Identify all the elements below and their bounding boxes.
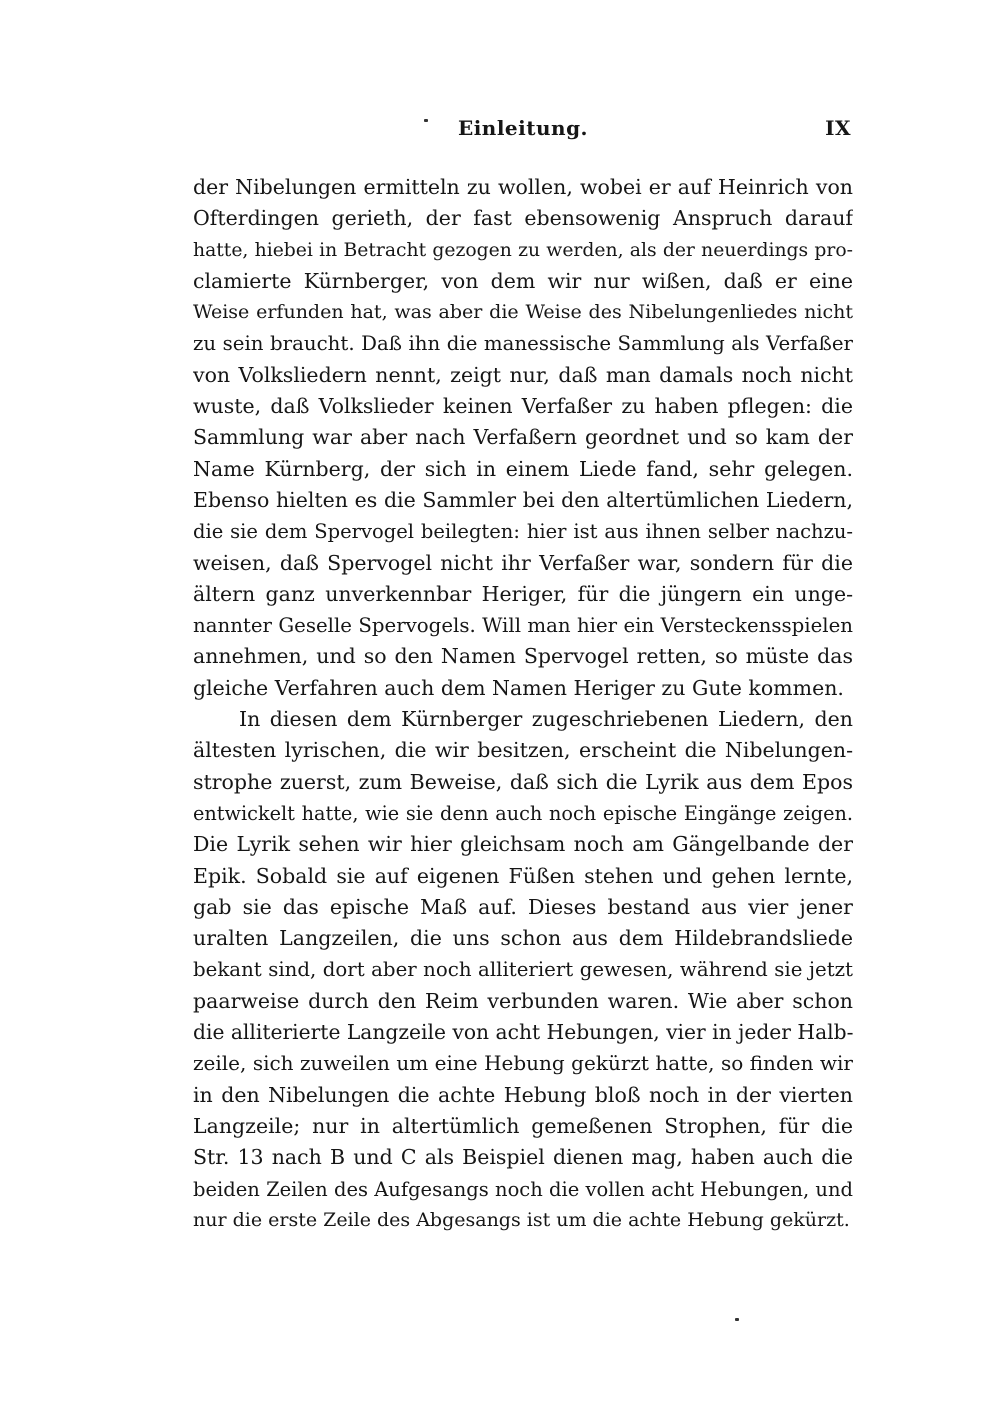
text-line: der Nibelungen ermitteln zu wollen, wobei er auf Heinrich von [193,175,853,199]
text-line: zeile, sich zuweilen um eine Hebung gekürzt hatte, so finden wir [193,1051,853,1076]
print-speck [424,119,428,122]
text-line: in den Nibelungen die achte Hebung bloß noch in der vierten [193,1082,853,1107]
paragraph-2 [193,704,853,1236]
running-head [193,116,853,144]
text-line: annehmen, und so den Namen Spervogel retten, so müste das [193,644,853,669]
text-line: Langzeile; nur in altertümlich gemeßenen Strophen, für die [193,1113,853,1138]
text-line: ältesten lyrischen, die wir besitzen, erscheint die Nibelungen- [193,738,853,763]
running-title: Einleitung. [457,116,589,140]
text-line: Epik. Sobald sie auf eigenen Füßen stehen und gehen lernte, [193,863,853,888]
text-line: entwickelt hatte, wie sie denn auch noch epische Eingänge zeigen. [193,801,853,825]
text-line: Ofterdingen gerieth, der fast ebensowenig Anspruch darauf [193,206,853,231]
text-line: Ebenso hielten es die Sammler bei den altertümlichen Liedern, [193,487,853,512]
text-line: zu sein braucht. Daß ihn die manessische Sammlung als Verfaßer [193,332,853,356]
text-line: die sie dem Spervogel beilegten: hier ist aus ihnen selber nachzu- [193,520,853,544]
text-line: Str. 13 nach B und C als Beispiel dienen mag, haben auch die [193,1145,853,1170]
text-line: beiden Zeilen des Aufgesangs noch die vollen acht Hebungen, und [193,1177,853,1201]
page-number: IX [825,116,851,140]
paragraph-1 [193,172,853,704]
text-line: wuste, daß Volkslieder keinen Verfaßer zu haben pflegen: die [193,394,853,419]
text-line: nannter Geselle Spervogels. Will man hier ein Versteckensspielen [193,614,853,638]
text-line: clamierte Kürnberger, von dem wir nur wißen, daß er eine [193,268,853,293]
text-line: Name Kürnberg, der sich in einem Liede fand, sehr gelegen. [193,456,853,481]
text-line: gleiche Verfahren auch dem Namen Heriger zu Gute kommen. [193,675,844,700]
text-line: weisen, daß Spervogel nicht ihr Verfaßer war, sondern für die [193,550,853,575]
text-line: In diesen dem Kürnberger zugeschriebenen Liedern, den [239,707,853,732]
text-line: Die Lyrik sehen wir hier gleichsam noch am Gängelbande der [193,832,853,857]
text-line: paarweise durch den Reim verbunden waren. Wie aber schon [193,988,853,1013]
text-line: gab sie das epische Maß auf. Dieses bestand aus vier jener [193,894,853,919]
text-line: bekant sind, dort aber noch alliteriert gewesen, während sie jetzt [193,958,853,982]
text-line: uralten Langzeilen, die uns schon aus dem Hildebrandsliede [193,926,853,951]
text-line: Sammlung war aber nach Verfaßern geordnet und so kam der [193,425,853,450]
body-text [193,172,853,1236]
text-line: nur die erste Zeile des Abgesangs ist um die achte Hebung gekürzt. [193,1208,850,1231]
text-line: Weise erfunden hat, was aber die Weise des Nibelungenliedes nicht [193,301,853,324]
text-line: die alliterierte Langzeile von acht Hebungen, vier in jeder Halb- [193,1020,853,1045]
text-line: strophe zuerst, zum Beweise, daß sich die Lyrik aus dem Epos [193,769,853,794]
text-line: von Volksliedern nennt, zeigt nur, daß man damals noch nicht [193,362,853,387]
text-line: ältern ganz unverkennbar Heriger, für die jüngern ein unge- [193,581,853,606]
print-speck [735,1318,739,1321]
text-line: hatte, hiebei in Betracht gezogen zu werden, als der neuerdings pro- [193,239,853,261]
